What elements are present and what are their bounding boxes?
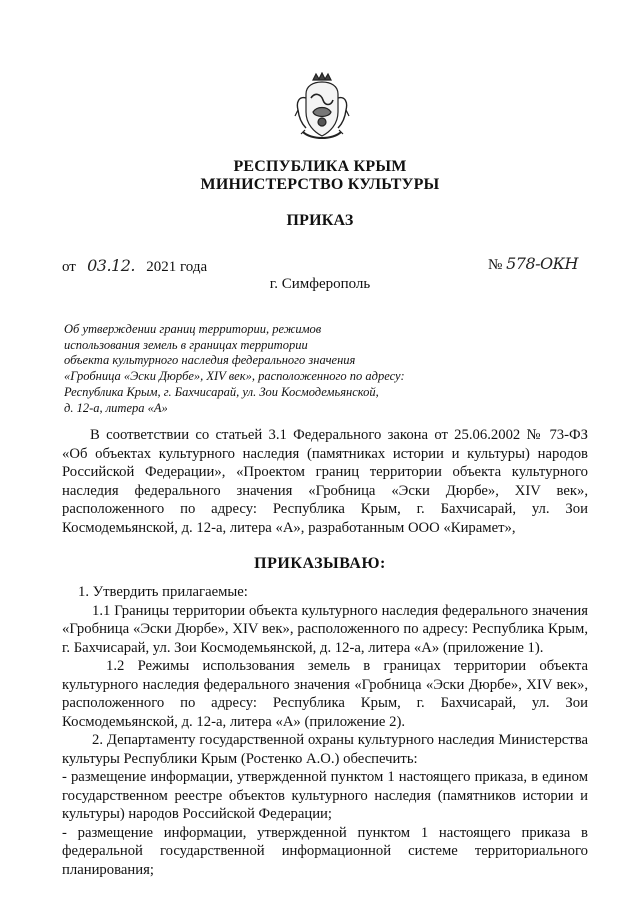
handwritten-date: 03.12. [87, 256, 135, 275]
order-items [62, 583, 588, 879]
header-ministry: МИНИСТЕРСТВО КУЛЬТУРЫ [200, 176, 440, 193]
coat-of-arms-emblem [293, 72, 351, 142]
header-republic: РЕСПУБЛИКА КРЫМ [233, 158, 407, 175]
from-label: от [62, 259, 76, 275]
subject-line: Об утверждении границ территории, режимов [64, 322, 322, 336]
subject-line: д. 12-а, литера «А» [64, 400, 168, 415]
date-line [62, 256, 207, 276]
preamble-paragraph: В соответствии со статьей 3.1 Федерального закона от 25.06.2002 № 73-ФЗ «Об объектах культурного наследия (памятниках истории и культуры) народов Российской Федерации», «Проектом границ территории объекта культурного наследия федерального значения «Гробница «Эски Дюрбе», XIV век», расположенного по адресу: Республика Крым, г. Бахчисарай, ул. Зои Космодемьянской, д. 12-а, литера «А», разработанным ООО «Кирамет», [62, 427, 588, 536]
number-label: № [488, 257, 503, 273]
number-line [488, 254, 578, 274]
year-text: 2021 года [146, 259, 208, 275]
item-2-bullet-planning-system: - размещение информации, утвержденной пунктом 1 настоящего приказа в федеральной государственной информационной системе территориального планирования; [62, 824, 588, 878]
order-heading: ПРИКАЗЫВАЮ: [254, 555, 386, 572]
item-1-1: 1.1 Границы территории объекта культурного наследия федерального значения «Гробница «Эски Дюрбе», XIV век», расположенного по адресу: Республика Крым, г. Бахчисарай, ул. Зои Космодемьянской, д. 12-а, литера «А» (приложение 1). [62, 602, 588, 656]
subject-block [64, 322, 424, 416]
subject-line: Республика Крым, г. Бахчисарай, ул. Зои Космодемьянской, [64, 384, 379, 399]
item-1: 1. Утвердить прилагаемые: [78, 584, 248, 600]
item-1-2: 1.2 Режимы использования земель в границах территории объекта культурного наследия федерального значения «Гробница «Эски Дюрбе», XIV век», расположенного по адресу: Республика Крым, г. Бахчисарай, ул. Зои Космодемьянской, д. 12-а, литера «А» (приложение 2). [62, 658, 588, 730]
city-line: г. Симферополь [269, 276, 371, 292]
document-type-title: ПРИКАЗ [286, 212, 354, 229]
subject-line: использования земель в границах территории [64, 337, 308, 352]
subject-line: «Гробница «Эски Дюрбе», XIV век», расположенного по адресу: [64, 369, 405, 384]
handwritten-number: 578-ОКН [506, 254, 578, 273]
item-2: 2. Департаменту государственной охраны культурного наследия Министерства культуры Республики Крым (Ростенко А.О.) обеспечить: [62, 732, 588, 767]
subject-line: объекта культурного наследия федерального значения [64, 353, 356, 368]
item-2-bullet-registry: - размещение информации, утвержденной пунктом 1 настоящего приказа, в едином государственном реестре объектов культурного наследия (памятников истории и культуры) народов Российской Федерации; [62, 769, 588, 822]
